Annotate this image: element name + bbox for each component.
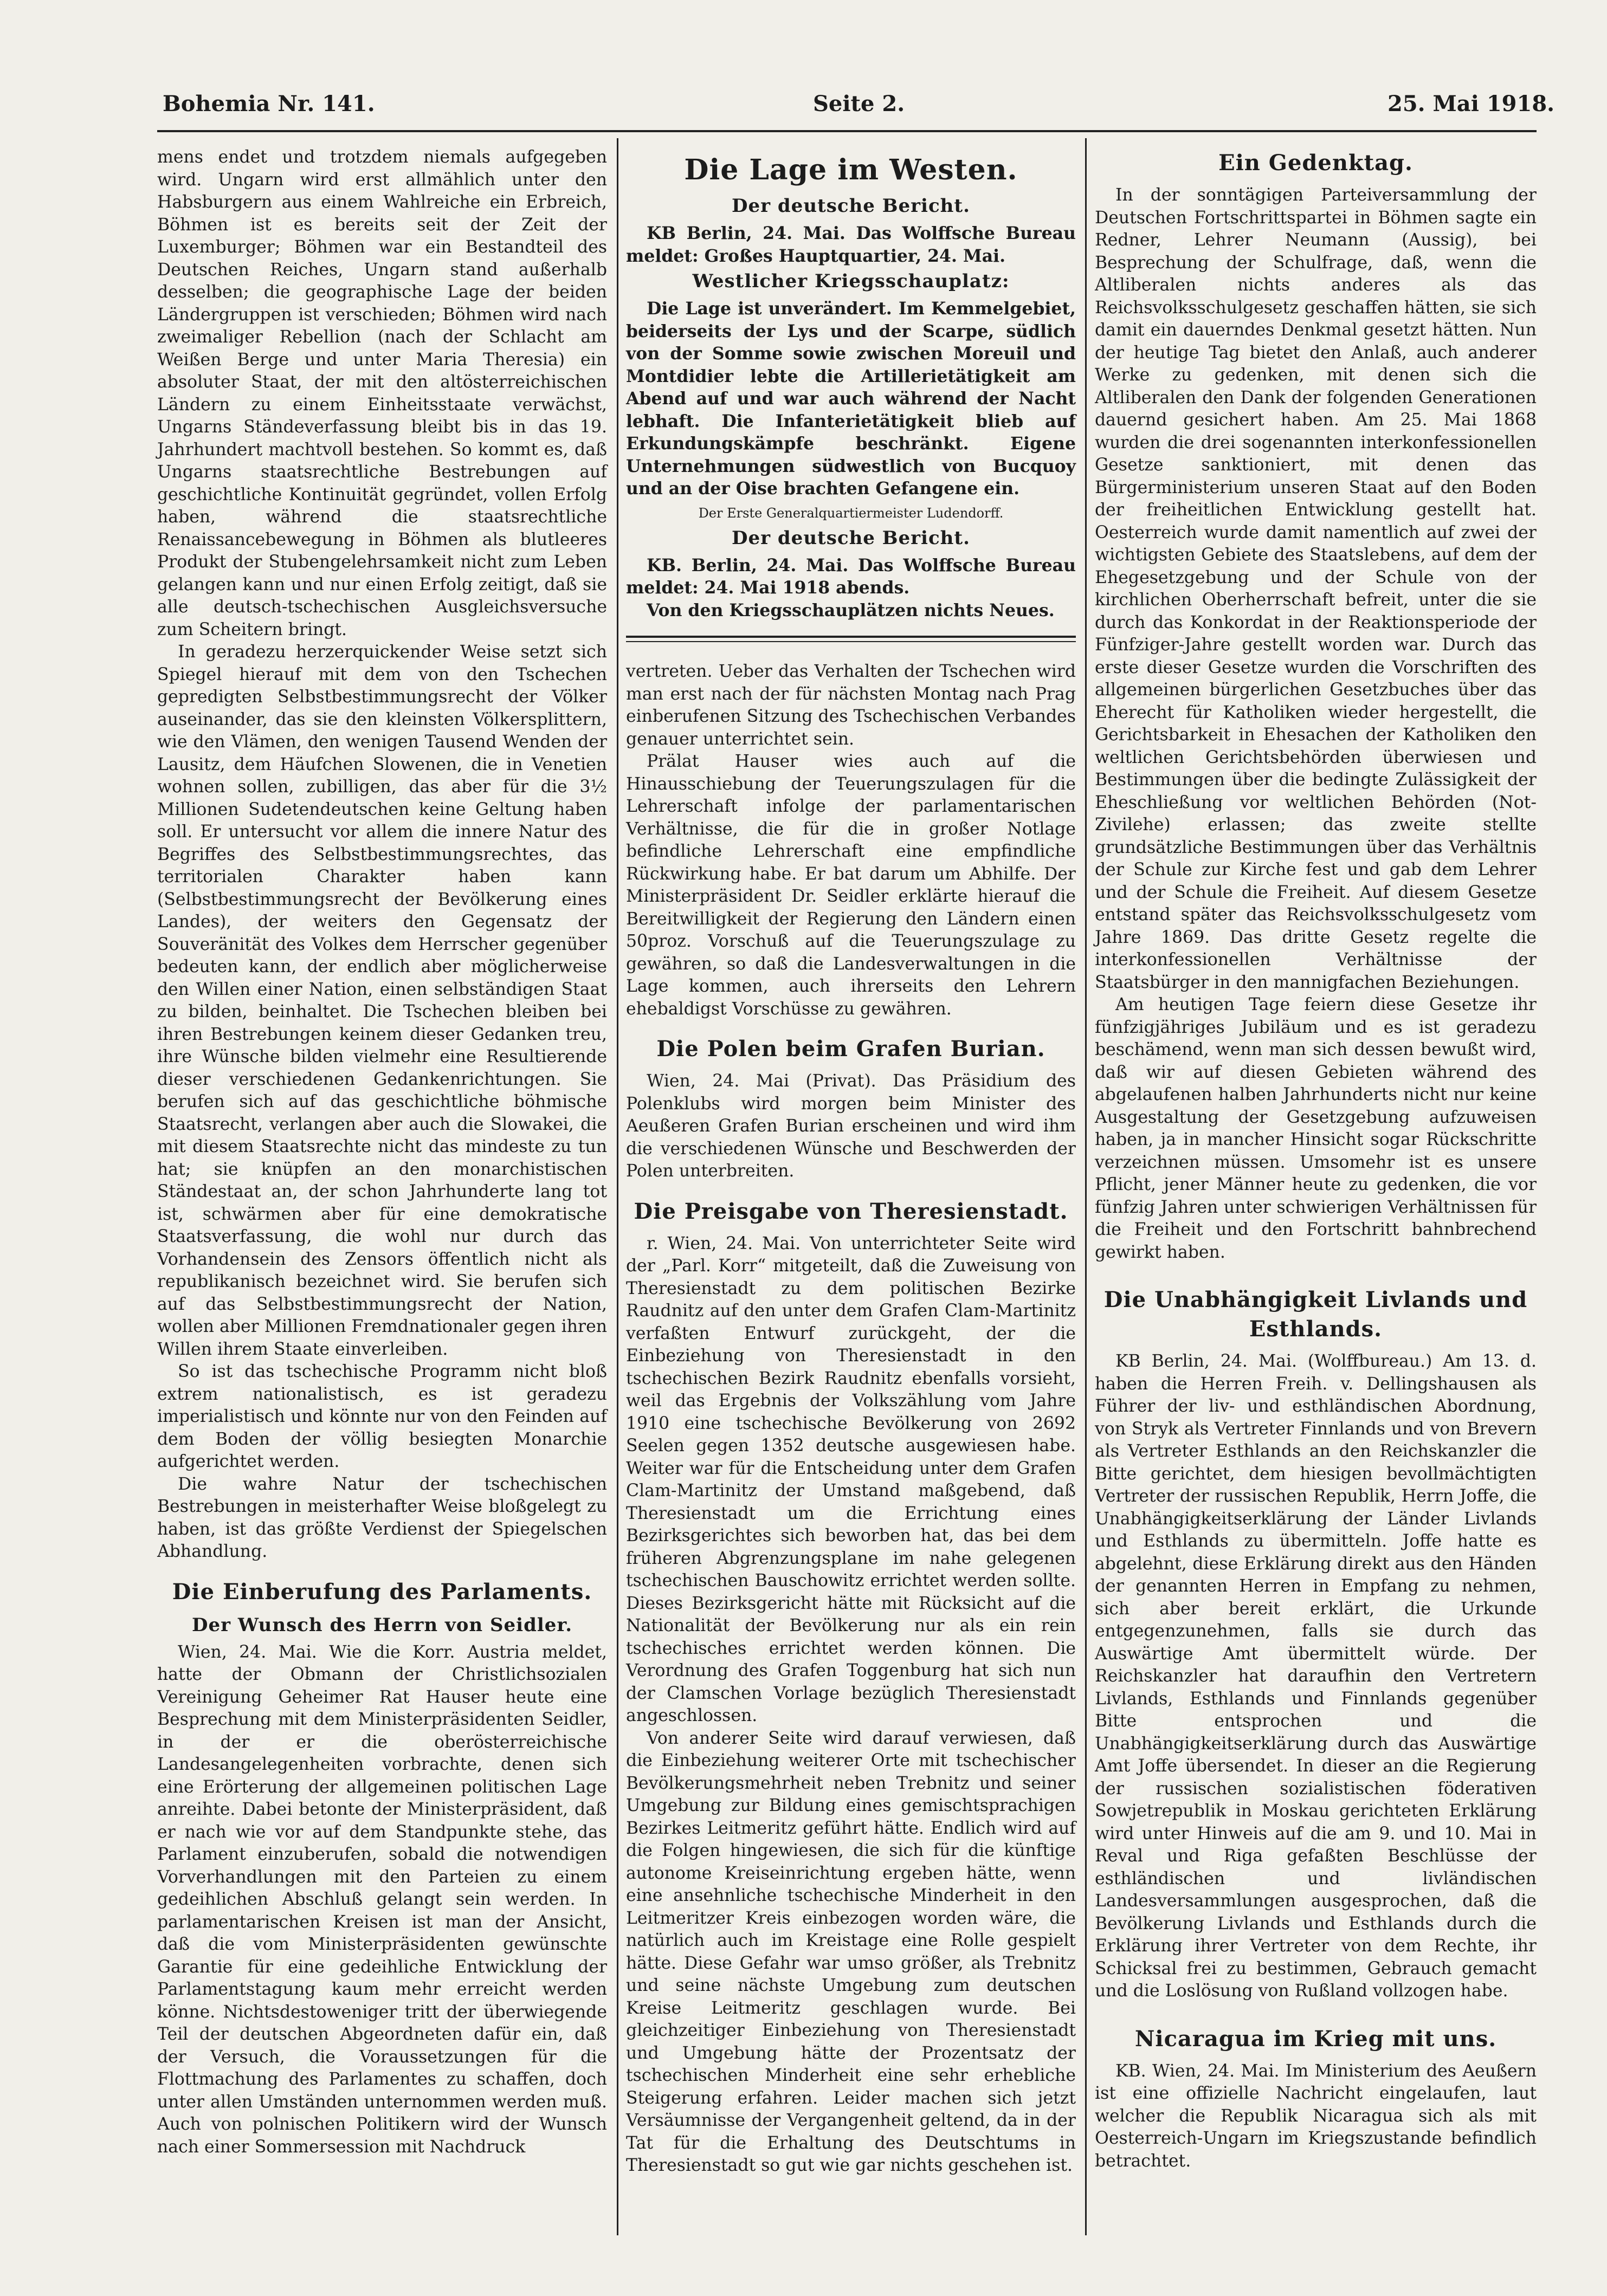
headline-theresienstadt: Die Preisgabe von Theresienstadt. [634, 1198, 1068, 1224]
header-rule [157, 130, 1537, 132]
report-text: KB Berlin, 24. Mai. Das Wolffsche Bureau meldet: Großes Hauptquartier, 24. Mai. [626, 223, 1076, 266]
article-text: So ist das tschechische Programm nicht bloß extrem nationalistisch, es ist geradezu imperialistisch und könnte nur von den Feinden auf dem Boden der völlig besiegten Monarchie aufgerichtet werden. [157, 1362, 607, 1471]
column-3 [1095, 146, 1537, 2172]
report-signature: Der Erste Generalquartiermeister Ludendorff. [698, 505, 1004, 521]
double-rule [626, 636, 1076, 642]
article-text: In geradezu herzerquickender Weise setzt sich Spiegel hierauf mit dem von den Tschechen gepredigten Selbstbestimmungsrecht der Völker auseinander, das sie den kleinsten Völkersplittern, wie den Vlämen, den wenigen Tausend Wenden der Lausitz, dem Häufchen Slowenen, die in Venetien wohnen sollen, zubilligen, das aber für die 3½ Millionen Sudetendeutschen keine Geltung haben soll. Er untersucht vor allem die innere Natur des Begriffes des Selbstbestimmungsrechtes, das territorialen Charakter haben kann (Selbstbestimmungsrecht der Bevölkerung eines Landes), der weiters den Gegensatz der Souveränität des Volkes dem Herrscher gegenüber bedeuten kann, der endlich aber möglicherweise den Willen einer Nation, einen selbständigen Staat zu bilden, beinhaltet. Die Tschechen bleiben bei ihren Bestrebungen keinem dieser Gedanken treu, ihre Wünsche bilden vielmehr eine Resultierende dieser verschiedenen Gedankenrichtungen. Sie berufen sich auf das geschichtliche böhmische Staatsrecht, verlangen aber auch die Slowakei, die mit diesem Staatsrechte nicht das mindeste zu tun hat; sie knüpfen an den monarchistischen Ständestaat an, der schon Jahrhunderte lang tot ist, schwärmen aber für eine demokratische Staatsverfassung, die wohl nur durch das Vorhandensein des Zensors öffentlich nicht als republikanisch bezeichnet wird. Sie berufen sich auf das Selbstbestimmungsrecht der Nation, wollen aber Millionen Fremdnationaler gegen ihren Willen ihrem Staate einverleiben. [157, 642, 607, 1359]
column-rule-2 [1085, 138, 1087, 2235]
headline-polen: Die Polen beim Grafen Burian. [656, 1036, 1045, 1062]
subheadline-parliament: Der Wunsch des Herrn von Seidler. [191, 1614, 573, 1636]
column-rule-1 [617, 138, 618, 2235]
headline-parliament: Die Einberufung des Parlaments. [172, 1579, 592, 1605]
page-number: Seite 2. [813, 91, 905, 117]
subheadline-front: Westlicher Kriegsschauplatz: [692, 270, 1010, 292]
article-text: Die wahre Natur der tschechischen Bestrebungen in meisterhafter Weise bloßgelegt zu haben, ist das größte Verdienst der Spiegelschen Abhandlung. [157, 1474, 607, 1561]
headline-west: Die Lage im Westen. [684, 153, 1018, 186]
column-2 [626, 146, 1076, 2177]
article-text: mens endet und trotzdem niemals aufgegeben wird. Ungarn wird erst allmählich unter den Habsburgern aus einem Wahlreiche ein Erbreich, Böhmen ist es bereits seit der Zeit der Luxemburger; Böhmen war ein Bestandteil des Deutschen Reiches, Ungarn stand außerhalb desselben; die geographische Lage der beiden Ländergruppen ist verschieden; Böhmen wird nach zweimaliger Rebellion (nach der Schlacht am Weißen Berge und unter Maria Theresia) ein absoluter Staat, der mit den altösterreichischen Ländern zu einem Einheitsstaate verwächst, Ungarns Ständeverfassung bleibt bis in das 19. Jahrhundert machtvoll bestehen. So kommt es, daß Ungarns staatsrechtliche Bestrebungen auf geschichtliche Kontinuität gegründet, vollen Erfolg haben, während die staatsrechtliche Renaissancebewegung in Böhmen als blutleeres Produkt der Stubengelehrsamkeit nicht zum Leben gelangen kann und nur einen Erfolg zeitigt, daß sie alle deutsch-tschechischen Ausgleichsversuche zum Scheitern bringt. [157, 147, 607, 639]
article-text: Wien, 24. Mai. Wie die Korr. Austria meldet, hatte der Obmann der Christlichsozialen Vereinigung Geheimer Rat Hauser heute eine Besprechung mit dem Ministerpräsidenten Seidler, in der er die oberösterreichische Landesangelegenheiten vorbrachte, denen sich eine Erörterung der allgemeinen politischen Lage anreihte. Dabei betonte der Ministerpräsident, daß er nach wie vor auf dem Standpunkte stehe, das Parlament einzuberufen, sobald die notwendigen Vorverhandlungen mit den Parteien zu einem gedeihlichen Abschluß gelangt sein werden. In parlamentarischen Kreisen ist man der Ansicht, daß die vom Ministerpräsidenten gewünschte Garantie für eine gedeihliche Entwicklung der Parlamentstagung kaum mehr erreicht werden könne. Nichtsdestoweniger tritt der überwiegende Teil der deutschen Abgeordneten dafür ein, daß der Versuch, die Voraussetzungen für die Flottmachung des Parlamentes zu schaffen, doch unter allen Umständen unternommen werden muß. Auch von polnischen Politikern wird der Wunsch nach einer Sommersession mit Nachdruck [157, 1642, 607, 2157]
report-text: Die Lage ist unverändert. Im Kemmelgebiet, beiderseits der Lys und der Scarpe, südlich von der Somme sowie zwischen Moreuil und Montdidier lebte die Artillerietätigkeit am Abend auf und war auch während der Nacht lebhaft. Die Infanterietätigkeit blieb auf Erkundungskämpfe beschränkt. Eigene Unternehmungen südwestlich von Bucquoy und an der Oise brachten Gefangene ein. [626, 299, 1076, 499]
article-text: KB Berlin, 24. Mai. (Wolffbureau.) Am 13. d. haben die Herren Freih. v. Dellingshausen als Führer der liv- und esthländischen Abordnung, von Stryk als Vertreter Finnlands und von Brevern als Vertreter Esthlands an den Reichskanzler die Bitte gerichtet, dem hiesigen bevollmächtigten Vertreter der russischen Republik, Herrn Joffe, die Unabhängigkeitserklärung der Länder Livlands und Esthlands zu übermitteln. Joffe hatte es abgelehnt, diese Erklärung direkt aus den Händen der genannten Herren in Empfang zu nehmen, sich aber bereit erklärt, die Urkunde entgegenzunehmen, falls sie durch das Auswärtige Amt übermittelt würde. Der Reichskanzler hat daraufhin den Vertretern Livlands, Esthlands und Finnlands gegenüber Bitte entsprochen und die Unabhängigkeitserklärung durch das Auswärtige Amt Joffe übersendet. In dieser an die Regierung der russischen sozialistischen föderativen Sowjetrepublik in Moskau gerichteten Erklärung wird unter Hinweis auf die am 9. und 10. Mai in Reval und Riga gefaßten Beschlüsse der esthländischen und livländischen Landesversammlungen ausgesprochen, daß die Bevölkerung Livlands und Esthlands durch die Erklärung ihrer Vertreter von dem Rechte, ihr Schicksal frei zu bestimmen, Gebrauch gemacht und die Loslösung von Rußland vollzogen habe. [1095, 1351, 1537, 2001]
article-text: vertreten. Ueber das Verhalten der Tschechen wird man erst nach der für nächsten Montag nach Prag einberufenen Sitzung des Tschechischen Verbandes genauer unterrichtet sein. [626, 662, 1076, 749]
report-text: KB. Berlin, 24. Mai. Das Wolffsche Bureau meldet: 24. Mai 1918 abends. [626, 555, 1076, 598]
article-text: Prälat Hauser wies auch auf die Hinausschiebung der Teuerungszulagen für die Lehrerschaft infolge der parlamentarischen Verhältnisse, die für die in großer Notlage befindliche Lehrerschaft eine empfindliche Rückwirkung habe. Er bat darum um Abhilfe. Der Ministerpräsident Dr. Seidler erklärte hierauf die Bereitwilligkeit der Regierung den Ländern einen 50proz. Vorschuß auf die Teuerungszulage zu gewähren, so daß die Landesverwaltungen in die Lage kommen, auch ihrerseits den Lehrern ehebaldigst Vorschüsse zu gewähren. [626, 752, 1076, 1019]
masthead-left: Bohemia Nr. 141. [163, 91, 375, 117]
report-text: Von den Kriegsschauplätzen nichts Neues. [647, 600, 1055, 620]
headline-livland: Die Unabhängigkeit Livlands und Esthlands. [1103, 1287, 1528, 1342]
headline-nicaragua: Nicaragua im Krieg mit uns. [1134, 2026, 1497, 2052]
headline-gedenktag: Ein Gedenktag. [1218, 150, 1413, 176]
subheadline-report: Der deutsche Bericht. [732, 195, 970, 217]
article-text: Am heutigen Tage feiern diese Gesetze ihr fünfzigjähriges Jubiläum und es ist geradezu beschämend, wenn man sich dessen bewußt wird, daß wir auf diesen Gebieten während des abgelaufenen halben Jahrhunderts nicht nur keine Ausgestaltung der Gesetzgebung aufzuweisen haben, ja in mancher Hinsicht sogar Rückschritte verzeichnen müssen. Umsomehr ist es unsere Pflicht, jener Männer heute zu gedenken, die vor fünfzig Jahren unter schwierigen Verhältnissen für die Freiheit und den Fortschritt bahnbrechend gewirkt haben. [1095, 995, 1537, 1262]
article-text: Wien, 24. Mai (Privat). Das Präsidium des Polenklubs wird morgen beim Minister des Aeußeren Grafen Burian erscheinen und wird ihm die verschiedenen Wünsche und Beschwerden der Polen unterbreiten. [626, 1071, 1076, 1181]
article-text: In der sonntägigen Parteiversammlung der Deutschen Fortschrittspartei in Böhmen sagte ein Redner, Lehrer Neumann (Aussig), bei Besprechung der Schulfrage, daß, wenn die Altliberalen nichts anderes als das Reichsvolksschulgesetz geschaffen hätten, sie sich damit ein dauerndes Denkmal gesetzt hätten. Nun der heutige Tag bietet den Anlaß, auch anderer Werke zu gedenken, mit denen sich die Altliberalen den Dank der folgenden Generationen dauernd gesichert haben. Am 25. Mai 1868 wurden die drei sogenannten interkonfessionellen Gesetze sanktioniert, mit denen das Bürgerministerium unseren Staat auf den Boden der freiheitlichen Entwicklung gestellt hat. Oesterreich wurde damit namentlich auf zwei der wichtigsten Gebiete des Staatslebens, auf dem der Ehegesetzgebung und der Schule von der kirchlichen Oberherrschaft befreit, unter die sie durch das Konkordat in der Reaktionsperiode der Fünfziger-Jahre gestellt worden war. Durch das erste dieser Gesetze wurden die Vorschriften des allgemeinen bürgerlichen Gesetzbuches über das Eherecht für Katholiken wieder hergestellt, die Gerichtsbarkeit in Ehesachen der Katholiken den weltlichen Gerichtsbehörden überwiesen und Bestimmungen über die bedingte Zulässigkeit der Eheschließung vor weltlichen Behörden (Not-Zivilehe) erlassen; das zweite stellte grundsätzliche Bestimmungen über das Verhältnis der Schule zur Kirche fest und gab dem Lehrer und der Schule die Freiheit. Auf diesem Gesetze entstand später das Reichsvolksschulgesetz vom Jahre 1869. Das dritte Gesetz regelte die interkonfessionellen Verhältnisse der Staatsbürger in den mannigfachen Beziehungen. [1095, 185, 1537, 992]
column-1 [157, 146, 607, 2158]
article-text: Von anderer Seite wird darauf verwiesen, daß die Einbeziehung weiterer Orte mit tschechischer Bevölkerungsmehrheit neben Trebnitz und seiner Umgebung zur Bildung eines gemischtsprachigen Bezirkes Leitmeritz geführt hätte. Endlich wird auf die Folgen hingewiesen, die sich für die künftige autonome Kreiseinrichtung ergeben hätte, wenn eine ansehnliche tschechische Minderheit in den Leitmeritzer Kreis einbezogen worden wäre, die natürlich auch im Kreistage eine Rolle gespielt hätte. Diese Gefahr war umso größer, als Trebnitz und seine nächste Umgebung zum deutschen Kreise Leitmeritz geschlagen wurde. Bei gleichzeitiger Einbeziehung von Theresienstadt und Umgebung hätte der Prozentsatz der tschechischen Minderheit eine sehr erhebliche Steigerung erfahren. Leider machen sich jetzt Versäumnisse der Vergangenheit geltend, da in der Tat für die Erhaltung des Deutschtums in Theresienstadt so gut wie gar nichts geschehen ist. [626, 1728, 1076, 2175]
article-text: r. Wien, 24. Mai. Von unterrichteter Seite wird der „Parl. Korr“ mitgeteilt, daß die Zuweisung von Theresienstadt zu dem politischen Bezirke Raudnitz auf den unter dem Grafen Clam-Martinitz verfaßten Entwurf zurückgeht, der die Einbeziehung von Theresienstadt in den tschechischen Bezirk Raudnitz ebenfalls vorsieht, weil das Ergebnis der Volkszählung vom Jahre 1910 eine tschechische Bevölkerung von 2692 Seelen gegen 1352 deutsche ausgewiesen habe. Weiter war für die Entscheidung unter dem Grafen Clam-Martinitz der Umstand maßgebend, daß Theresienstadt um die Errichtung eines Bezirksgerichtes sich beworben hat, das bei dem früheren Abgrenzungsplane im nahe gelegenen tschechischen Bauschowitz errichtet werden sollte. Dieses Bezirksgericht hätte mit Rücksicht auf die Nationalität der Bevölkerung nur als ein rein tschechisches errichtet werden können. Die Verordnung des Grafen Toggenburg hat sich nun der Clamschen Vorlage bezüglich Theresienstadt angeschlossen. [626, 1233, 1076, 1725]
subheadline-report: Der deutsche Bericht. [732, 527, 970, 549]
issue-date: 25. Mai 1918. [1387, 91, 1555, 117]
article-text: KB. Wien, 24. Mai. Im Ministerium des Aeußern ist eine offizielle Nachricht eingelaufen, laut welcher die Republik Nicaragua sich als mit Oesterreich-Ungarn im Kriegszustande befindlich betrachtet. [1095, 2061, 1537, 2171]
